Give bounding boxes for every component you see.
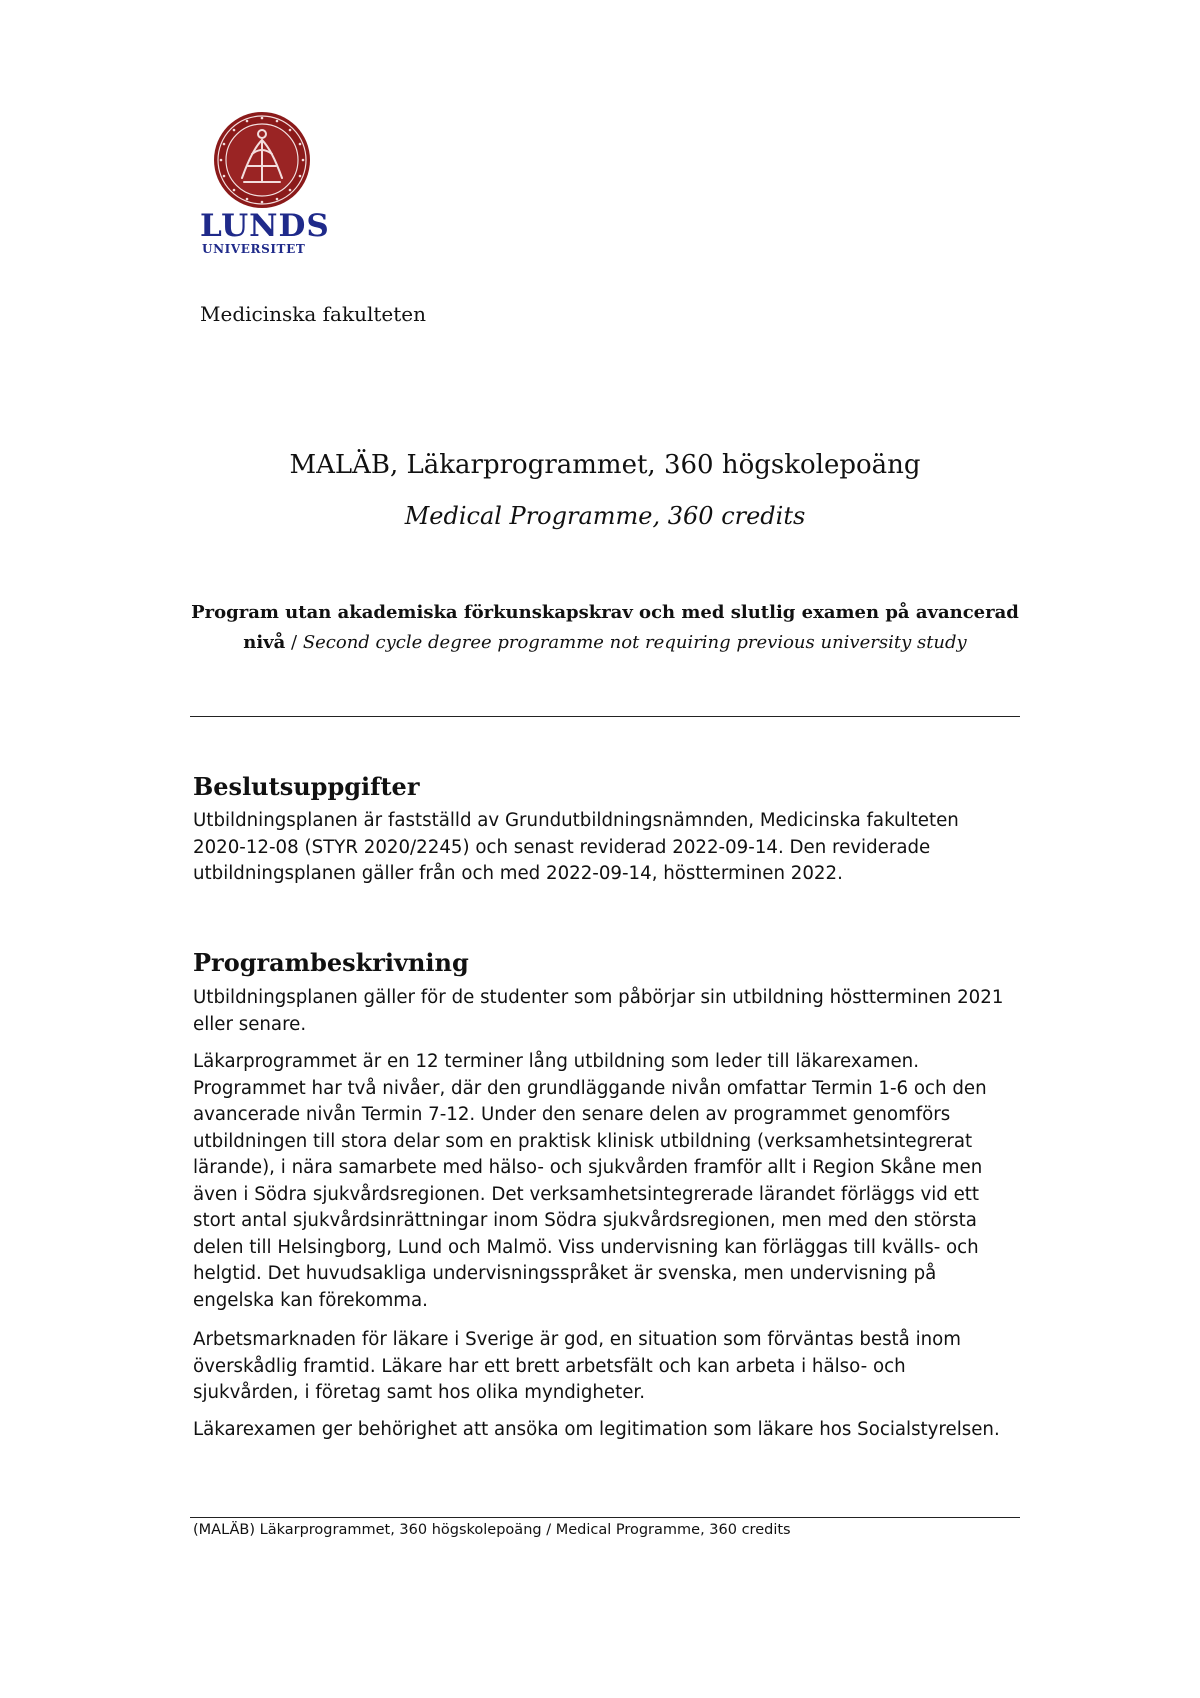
programme-title-swedish: MALÄB, Läkarprogrammet, 360 högskolepoäng xyxy=(289,450,921,480)
decision-paragraph: Utbildningsplanen är fastställd av Grundutbildningsnämnden, Medicinska fakulteten 2020-12-08 (STYR 2020/2245) och senast reviderad 2022-09-14. Den reviderade utbildningsplanen gäller från och med 2022-09-14, höstterminen 2022. xyxy=(193,810,959,884)
header-divider xyxy=(190,716,1020,717)
programme-level xyxy=(190,598,1020,658)
section-heading-decision: Beslutsuppgifter xyxy=(193,772,420,801)
level-swedish: Program utan akademiska förkunskapskrav och med slutlig examen på avancerad nivå xyxy=(191,602,1019,653)
description-paragraph: Utbildningsplanen gäller för de studenter som påbörjar sin utbildning höstterminen 2021 eller senare. xyxy=(193,987,1004,1035)
level-english: Second cycle degree programme not requiring previous university study xyxy=(302,632,967,653)
university-seal-icon xyxy=(212,110,312,210)
programme-title-english: Medical Programme, 360 credits xyxy=(404,502,806,530)
wordmark-line-2: UNIVERSITET xyxy=(202,242,306,256)
page-footer: (MALÄB) Läkarprogrammet, 360 högskolepoäng / Medical Programme, 360 credits xyxy=(193,1522,791,1538)
description-paragraph: Arbetsmarknaden för läkare i Sverige är god, en situation som förväntas bestå inom överskådlig framtid. Läkare har ett brett arbetsfält och kan arbeta i hälso- och sjukvården, i företag samt hos olika myndigheter. xyxy=(193,1329,962,1403)
level-separator: / xyxy=(285,632,303,653)
description-paragraph: Läkarexamen ger behörighet att ansöka om legitimation som läkare hos Socialstyrelsen. xyxy=(193,1419,1000,1440)
section-heading-description: Programbeskrivning xyxy=(193,948,469,977)
wordmark-line-1: LUNDS xyxy=(200,208,330,244)
university-wordmark xyxy=(200,210,330,256)
faculty-name: Medicinska fakulteten xyxy=(200,302,427,326)
description-paragraph: Läkarprogrammet är en 12 terminer lång utbildning som leder till läkarexamen. Programmet har två nivåer, där den grundläggande nivån omfattar Termin 1-6 och den avancerade nivån Termin 7-12. Under den senare delen av programmet genomförs utbildningen till stora delar som en praktisk klinisk utbildning (verksamhetsintegrerat lärande), i nära samarbete med hälso- och sjukvården framför allt i Region Skåne men även i Södra sjukvårdsregionen. Det verksamhetsintegrerade lärandet förläggs vid ett stort antal sjukvårdsinrättningar inom Södra sjukvårdsregionen, men med den största delen till Helsingborg, Lund och Malmö. Viss undervisning kan förläggas till kvälls- och helgtid. Det huvudsakliga undervisningsspråket är svenska, men undervisning på engelska kan förekomma. xyxy=(193,1051,987,1311)
footer-divider xyxy=(190,1517,1020,1518)
